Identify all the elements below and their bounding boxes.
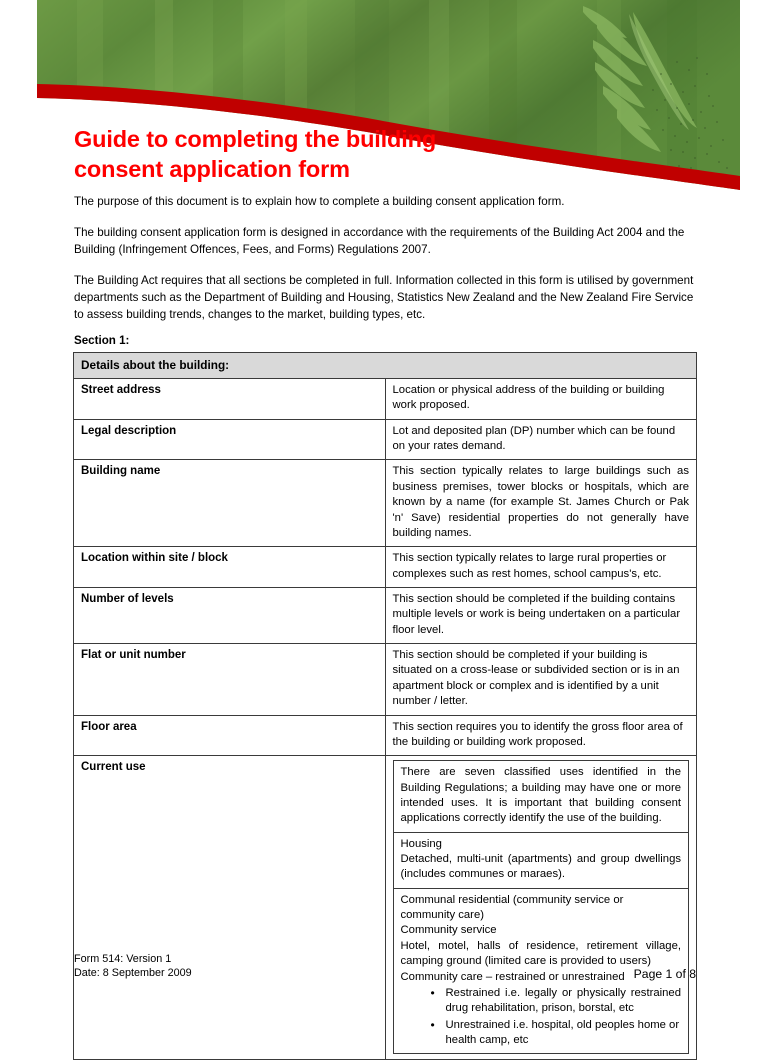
row-desc-number-of-levels: This section should be completed if the building contains multiple levels or work is being undertaken on a particular floor level. [385, 587, 697, 643]
row-label-legal-description: Legal description [74, 419, 386, 460]
list-item: • Restrained i.e. legally or physically restrained drug rehabilitation, prison, borstal, etc [431, 986, 682, 1017]
table-header-cell: Details about the building: [74, 353, 697, 379]
row-desc-location-within-site: This section typically relates to large rural properties or complexes such as rest homes, school campus's, etc. [385, 547, 697, 588]
page-title-line-2: consent application form [74, 155, 350, 182]
table-row [74, 644, 697, 715]
current-use-housing-row [393, 832, 689, 888]
housing-body: Detached, multi-unit (apartments) and group dwellings (includes communes or maraes). [400, 853, 681, 881]
table-row [74, 460, 697, 547]
row-label-flat-or-unit-number: Flat or unit number [74, 644, 386, 715]
page-footer [74, 952, 696, 981]
page-title [74, 124, 634, 184]
communal-line-3: Hotel, motel, halls of residence, retirement village, camping ground (limited care is provided to users) [400, 939, 681, 968]
footer-form-line: Form 514: Version 1 [74, 953, 172, 965]
intro-paragraph-2: The building consent application form is designed in accordance with the requirements of the Building Act 2004 and the Building (Infringement Offences, Fees, and Forms) Regulations 2007. [74, 225, 685, 256]
housing-heading: Housing [400, 837, 442, 850]
row-desc-building-name: This section typically relates to large buildings such as business premises, tower blocks or hospitals, which are known by a name (for example St. James Church or Pak 'n' Save) residential properties do not generally have building names. [385, 460, 697, 547]
current-use-housing [393, 832, 689, 888]
list-item: • Unrestrained i.e. hospital, old peoples home or health camp, etc [431, 1018, 682, 1049]
table-row [74, 587, 697, 643]
row-desc-street-address: Location or physical address of the building or building work proposed. [385, 379, 697, 420]
page-title-line-1: Guide to completing the building [74, 125, 437, 152]
row-desc-flat-or-unit-number: This section should be completed if your building is situated on a cross-lease or subdivided section or is in an apartment block or complex and is identified by a unit number / letter. [385, 644, 697, 715]
table-row [74, 419, 697, 460]
table-row [74, 715, 697, 756]
row-desc-floor-area: This section requires you to identify the gross floor area of the building or building work proposed. [385, 715, 697, 756]
table-row [74, 379, 697, 420]
section-label: Section 1: [74, 334, 130, 347]
row-desc-legal-description: Lot and deposited plan (DP) number which can be found on your rates demand. [385, 419, 697, 460]
intro-paragraph-3: The Building Act requires that all sections be completed in full. Information collected in this form is utilised by government departments such as the Department of Building and Housing, Statistics New Zealand and the New Zealand Fire Service to assess building trends, changes to the market, building types, etc. [74, 273, 694, 321]
row-label-floor-area: Floor area [74, 715, 386, 756]
community-care-bullet-list [401, 986, 682, 1048]
intro-text [74, 194, 696, 338]
row-label-location-within-site: Location within site / block [74, 547, 386, 588]
communal-heading: Communal residential (community service or community care) [400, 893, 624, 922]
row-label-number-of-levels: Number of levels [74, 587, 386, 643]
footer-date-line: Date: 8 September 2009 [74, 967, 192, 980]
communal-line-4: Community care – restrained or unrestrained [400, 970, 625, 983]
communal-line-2: Community service [400, 924, 497, 937]
current-use-subtable [393, 760, 690, 1054]
current-use-intro: There are seven classified uses identified in the Building Regulations; a building may have one or more intended uses. It is important that building consent applications correctly identify the use of the building. [393, 761, 689, 832]
current-use-intro-row [393, 761, 689, 832]
table-header-row [74, 353, 697, 379]
table-row-current-use [74, 756, 697, 1060]
footer-page-number: Page 1 of 8 [633, 966, 696, 981]
row-desc-current-use [385, 756, 697, 1060]
footer-left [74, 952, 192, 981]
table-row [74, 547, 697, 588]
row-label-building-name: Building name [74, 460, 386, 547]
row-label-current-use: Current use [74, 756, 386, 1060]
row-label-street-address: Street address [74, 379, 386, 420]
intro-paragraph-1: The purpose of this document is to explain how to complete a building consent application form. [74, 195, 565, 208]
